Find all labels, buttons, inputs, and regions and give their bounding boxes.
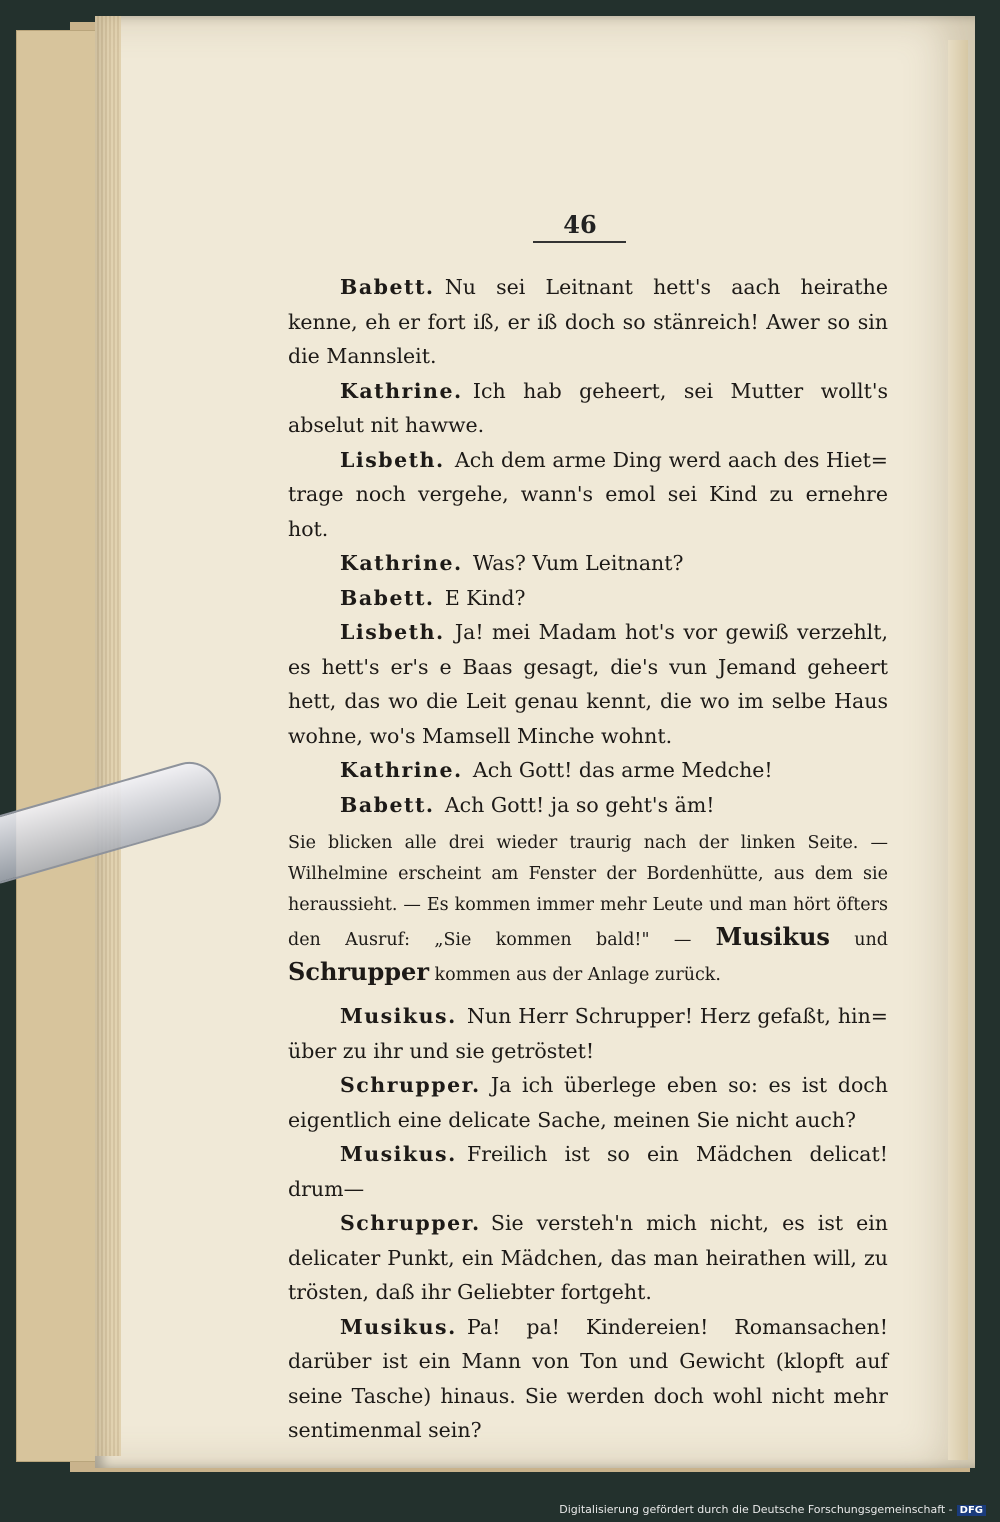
- speaker-name: Schrupper.: [340, 1073, 481, 1097]
- dialogue-paragraph: [288, 581, 888, 616]
- dialogue-text: Ja! mei Madam hot's vor gewiß verzehlt, es hett's er's e Baas gesagt, die's vun Jemand geheert hett, das wo die Leit genau kennt, die wo im selbe Haus wohne, wo's Mamsell Minche wohnt.: [288, 620, 888, 748]
- page-body: [288, 270, 888, 1448]
- dialogue-paragraph: [288, 443, 888, 547]
- dialogue-paragraph: [288, 788, 888, 823]
- dialogue-block-1: [288, 270, 888, 822]
- dfg-logo: DFG: [957, 1505, 986, 1516]
- dialogue-paragraph: [288, 374, 888, 443]
- stage-direction-end: kommen aus der Anlage zurück.: [434, 965, 721, 985]
- header-rule: [533, 241, 626, 243]
- dialogue-text: Was? Vum Leitnant?: [472, 551, 684, 575]
- speaker-name: Musikus.: [340, 1004, 457, 1028]
- speaker-name: Babett.: [340, 275, 435, 299]
- dialogue-text: Ach dem arme Ding werd aach des Hiet= trage noch vergehe, wann's emol sei Kind zu ernehre hot.: [288, 447, 888, 541]
- dialogue-paragraph: [288, 753, 888, 788]
- speaker-name: Musikus.: [340, 1314, 457, 1339]
- dialogue-paragraph: [288, 546, 888, 581]
- stage-direction-conjunction: und: [854, 930, 888, 950]
- speaker-name: Babett.: [340, 585, 435, 610]
- dialogue-paragraph: [288, 1206, 888, 1310]
- footer-text: Digitalisierung gefördert durch die Deutsche Forschungsgemeinschaft -: [559, 1503, 953, 1516]
- book-cover-left: [16, 30, 98, 1462]
- dialogue-paragraph: [288, 1310, 888, 1448]
- dialogue-text: E Kind?: [444, 585, 526, 610]
- speaker-name: Schrupper.: [340, 1211, 481, 1235]
- speaker-name: Lisbeth.: [340, 620, 445, 644]
- dialogue-text: Pa! pa! Kindereien! Romansachen! darüber ist ein Mann von Ton und Gewicht (klopft auf seine Tasche) hinaus. Sie werden doch wohl nicht mehr sentimenmal sein?: [288, 1314, 888, 1442]
- speaker-name: Babett.: [340, 792, 435, 817]
- dialogue-text: Nu sei Leitnant hett's aach heirathe kenne, eh er fort iß, er iß doch so stänreich! Awer so sin die Mannsleit.: [288, 275, 888, 368]
- speaker-name: Kathrine.: [340, 551, 463, 575]
- stage-direction-name-musikus: Musikus: [715, 922, 830, 951]
- dialogue-text: Ja ich überlege eben so: es ist doch eigentlich eine delicate Sache, meinen Sie nicht auch?: [288, 1073, 888, 1132]
- page-curl-right: [948, 40, 968, 1460]
- stage-direction-name-schrupper: Schrupper: [288, 957, 429, 986]
- dialogue-text: Nun Herr Schrupper! Herz gefaßt, hin= über zu ihr und sie getröstet!: [288, 1004, 888, 1063]
- page-number: 46: [563, 210, 597, 239]
- speaker-name: Musikus.: [340, 1142, 457, 1166]
- dialogue-paragraph: [288, 1137, 888, 1206]
- dialogue-text: Freilich ist so ein Mädchen delicat! drum—: [288, 1142, 888, 1201]
- stage-direction: [288, 828, 888, 991]
- speaker-name: Kathrine.: [340, 758, 463, 782]
- stage-direction-text: Sie blicken alle drei wieder traurig nach der linken Seite. — Wilhelmine erscheint am Fenster der Bordenhütte, aus dem sie heraussieht. — Es kommen immer mehr Leute und man hört öfters den Ausruf: „Sie kommen bald!" —: [288, 833, 888, 950]
- dialogue-paragraph: [288, 615, 888, 753]
- speaker-name: Kathrine.: [340, 378, 463, 403]
- dialogue-block-2: [288, 999, 888, 1448]
- dialogue-text: Sie versteh'n mich nicht, es ist ein delicater Punkt, ein Mädchen, das man heirathen will, zu trösten, daß ihr Geliebter fortgeht.: [288, 1211, 888, 1304]
- dialogue-text: Ach Gott! ja so geht's äm!: [444, 792, 715, 817]
- dialogue-text: Ich hab geheert, sei Mutter wollt's abselut nit hawwe.: [288, 378, 888, 437]
- speaker-name: Lisbeth.: [340, 447, 445, 472]
- dialogue-paragraph: [288, 999, 888, 1068]
- dialogue-text: Ach Gott! das arme Medche!: [472, 758, 773, 782]
- dialogue-paragraph: [288, 270, 888, 374]
- dialogue-paragraph: [288, 1068, 888, 1137]
- page-stack-edge: [95, 16, 121, 1456]
- footer-credit: [559, 1503, 986, 1516]
